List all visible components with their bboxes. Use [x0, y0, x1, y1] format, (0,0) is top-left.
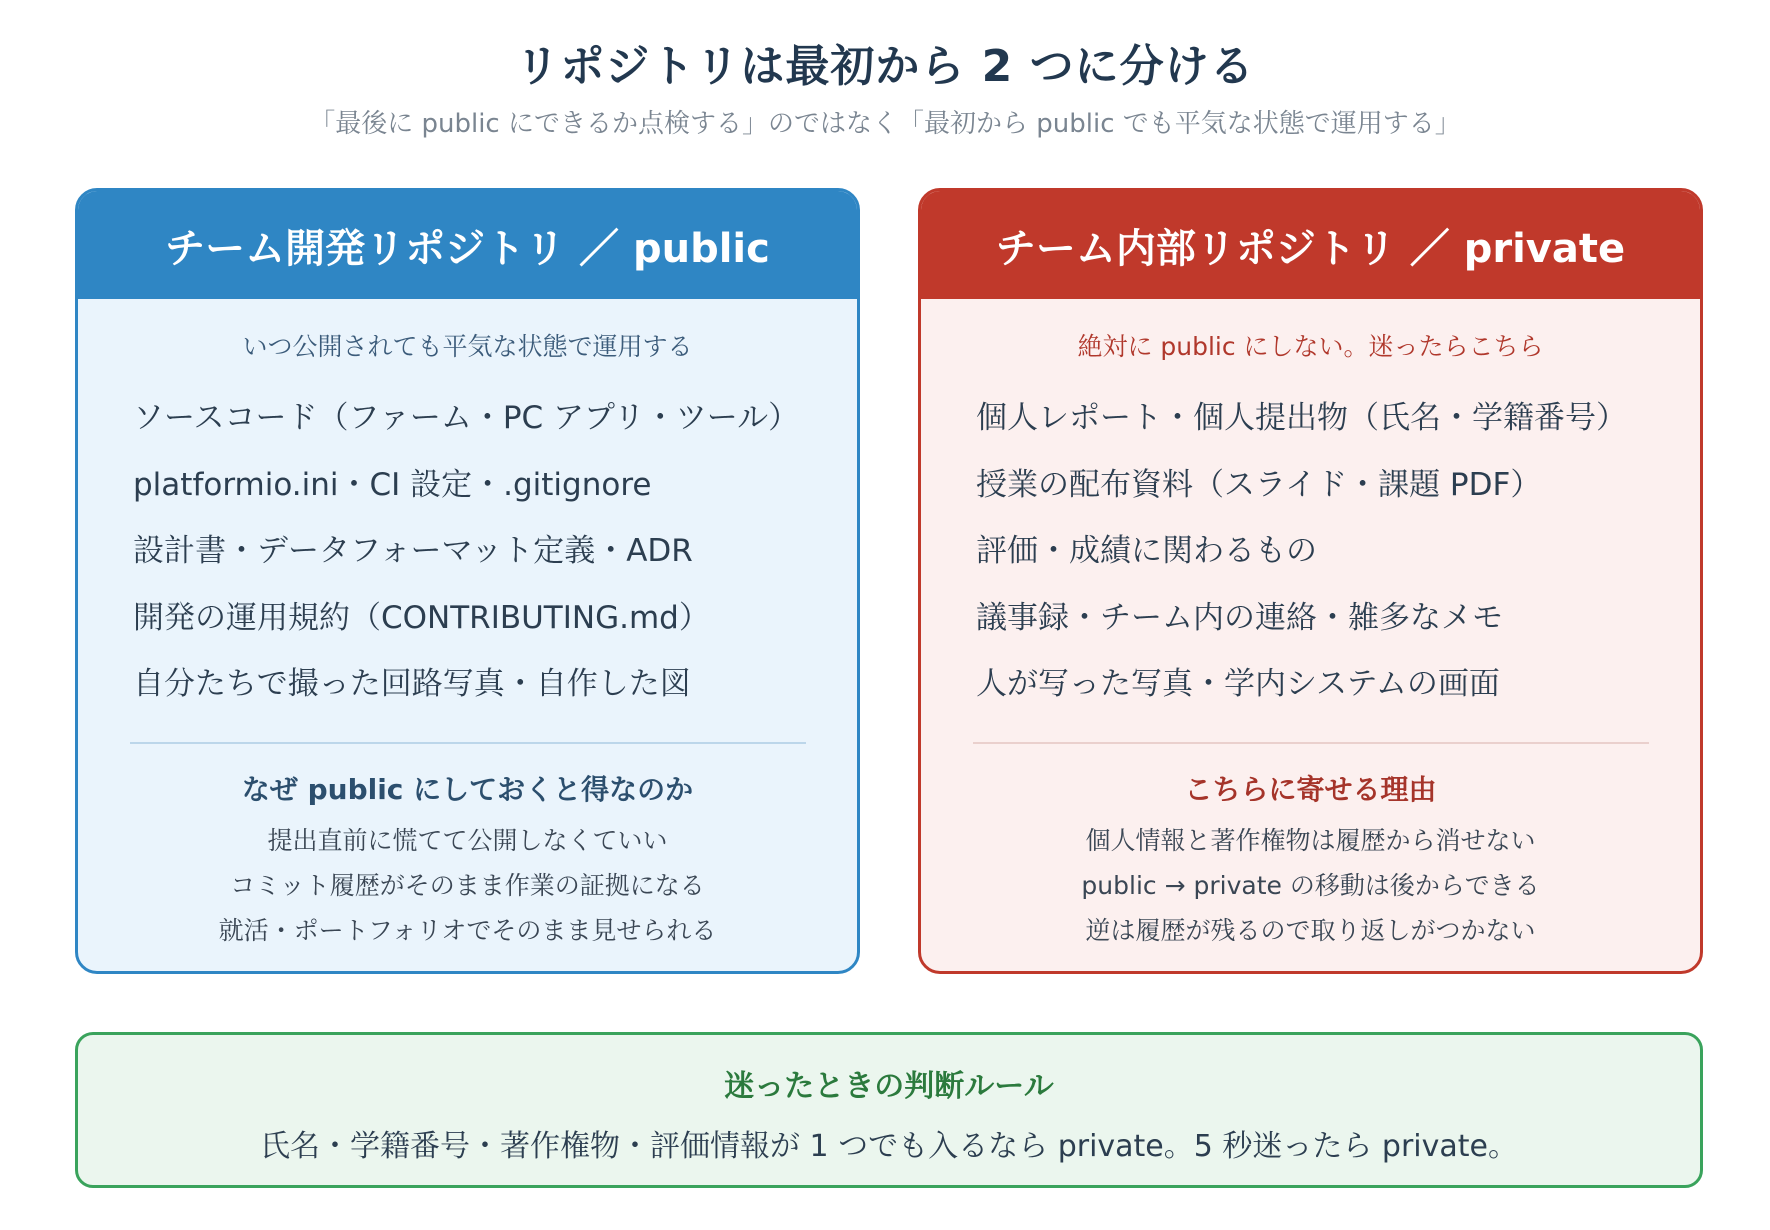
private-item: 授業の配布資料（スライド・課題 PDF）	[976, 466, 1542, 503]
private-item-list	[921, 385, 1700, 718]
public-card-divider	[130, 742, 806, 744]
private-item: 評価・成績に関わるもの	[976, 533, 1317, 569]
public-repo-card	[75, 188, 860, 974]
private-card-heading: チーム内部リポジトリ ／ private	[921, 191, 1700, 299]
private-reason: 逆は履歴が残るので取り返しがつかない	[1085, 915, 1536, 945]
private-reason: 個人情報と著作権物は履歴から消せない	[1085, 825, 1536, 855]
page-title: リポジトリは最初から 2 つに分ける	[515, 41, 1255, 92]
private-card-tagline: 絶対に public にしない。迷ったらこちら	[1077, 332, 1544, 361]
decision-rule-title: 迷ったときの判断ルール	[724, 1069, 1054, 1104]
private-reason-list	[921, 818, 1700, 953]
public-reason: 就活・ポートフォリオでそのまま見せられる	[218, 915, 717, 945]
private-reason-title: こちらに寄せる理由	[1184, 772, 1437, 806]
public-card-heading: チーム開発リポジトリ ／ public	[78, 191, 857, 299]
private-repo-card	[918, 188, 1703, 974]
private-item: 個人レポート・個人提出物（氏名・学籍番号）	[976, 400, 1627, 436]
decision-rule-box	[75, 1032, 1703, 1188]
public-item: 開発の運用規約（CONTRIBUTING.md）	[133, 599, 710, 636]
public-reason-title: なぜ public にしておくと得なのか	[241, 772, 694, 806]
public-item: 自分たちで撮った回路写真・自作した図	[133, 666, 691, 702]
private-item: 人が写った写真・学内システムの画面	[976, 666, 1500, 702]
page-subtitle: 「最後に public にできるか点検する」のではなく「最初から public でも平気な状態で運用する」	[309, 109, 1461, 139]
private-card-divider	[973, 742, 1649, 744]
public-reason: コミット履歴がそのまま作業の証拠になる	[230, 870, 705, 900]
public-item-list	[78, 385, 857, 718]
public-reason-list	[78, 818, 857, 953]
public-item: platformio.ini・CI 設定・.gitignore	[133, 466, 652, 503]
private-item: 議事録・チーム内の連絡・雑多なメモ	[976, 599, 1503, 636]
public-card-tagline: いつ公開されても平気な状態で運用する	[242, 332, 693, 361]
private-reason: public → private の移動は後からできる	[1081, 870, 1540, 900]
public-item: ソースコード（ファーム・PC アプリ・ツール）	[133, 400, 800, 436]
public-item: 設計書・データフォーマット定義・ADR	[133, 533, 693, 569]
public-reason: 提出直前に慌てて公開しなくていい	[267, 825, 668, 855]
decision-rule-text: 氏名・学籍番号・著作権物・評価情報が 1 つでも入るなら private。5 秒迷ったら private。	[260, 1129, 1518, 1164]
